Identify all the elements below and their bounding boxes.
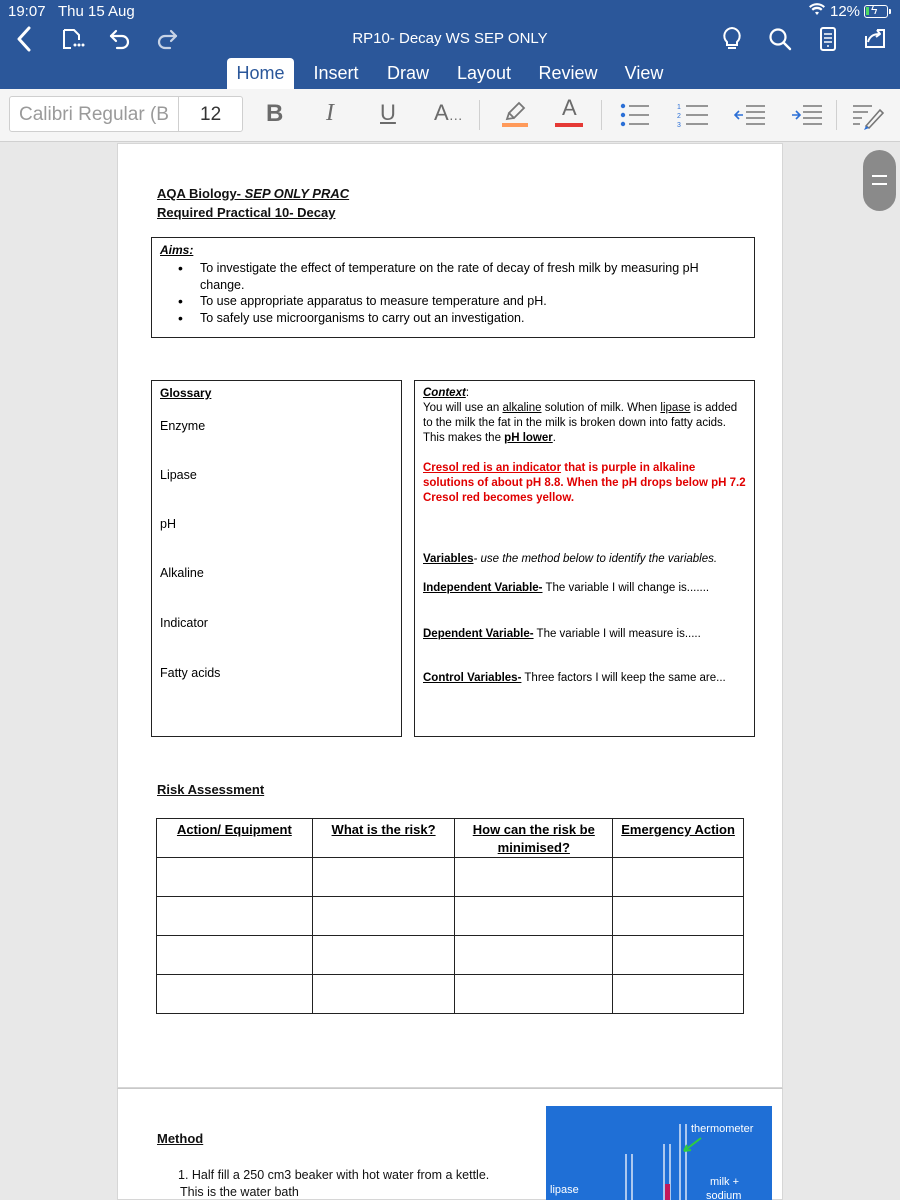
context-text: .	[552, 432, 556, 444]
indicator-title: Cresol red is an indicator	[423, 462, 562, 474]
table-cell[interactable]	[455, 936, 613, 975]
font-size[interactable]: 12	[200, 104, 222, 125]
table-header-row	[157, 819, 744, 858]
iv-label: Independent Variable-	[423, 582, 543, 594]
context-text: is added to the milk the fat in the milk is broken down into fatty acids. This makes the	[423, 402, 738, 444]
risk-assessment-heading: Risk Assessment	[157, 782, 265, 797]
scroll-handle[interactable]	[863, 150, 896, 211]
tab-draw[interactable]: Draw	[386, 63, 429, 83]
bullet-list-icon[interactable]	[620, 102, 650, 135]
increase-indent-icon[interactable]	[791, 102, 823, 135]
font-name[interactable]: Calibri Regular (B	[19, 104, 169, 125]
dv-text: The variable I will measure is.....	[533, 628, 701, 640]
ribbon-divider	[601, 100, 602, 130]
document-subheading: Required Practical 10- Decay	[157, 205, 336, 220]
table-header: Action/ Equipment	[157, 819, 313, 858]
context-colon: :	[465, 387, 470, 399]
cv-text: Three factors I will keep the same are...	[521, 672, 726, 684]
variables-label: Variables	[423, 553, 474, 565]
context-text: You will use an	[423, 402, 503, 414]
aims-list	[200, 260, 740, 326]
variables-heading	[423, 552, 748, 567]
tab-home[interactable]: Home	[227, 58, 294, 89]
table-cell[interactable]	[157, 897, 313, 936]
document-heading	[157, 186, 349, 201]
table-row	[157, 897, 744, 936]
tab-insert[interactable]: Insert	[313, 63, 359, 83]
variables-text: - use the method below to identify the variables.	[473, 553, 718, 565]
ribbon-tabs	[0, 58, 900, 89]
battery-percent: 12%	[830, 3, 861, 20]
context-lipase: lipase	[660, 402, 691, 414]
risk-table	[156, 818, 744, 1014]
table-cell[interactable]	[613, 897, 744, 936]
tab-review[interactable]: Review	[538, 63, 598, 83]
table-cell[interactable]	[613, 936, 744, 975]
numbered-list-icon[interactable]	[677, 102, 709, 135]
method-heading: Method	[157, 1131, 204, 1146]
search-icon[interactable]	[767, 26, 793, 52]
table-cell[interactable]	[455, 975, 613, 1014]
diagram-label: milk +	[710, 1176, 740, 1188]
table-row	[157, 858, 744, 897]
table-cell[interactable]	[613, 858, 744, 897]
indicator-text: that is purple in alkaline solutions of about pH 8.8. When the pH drops below pH 7.2 Cresol red becomes yellow.	[423, 462, 746, 504]
table-cell[interactable]	[613, 975, 744, 1014]
table-cell[interactable]	[312, 858, 455, 897]
svg-text:1: 1	[677, 104, 681, 111]
glossary-box	[151, 380, 402, 737]
glossary-term: pH	[160, 517, 176, 531]
table-header: How can the risk be minimised?	[455, 819, 613, 858]
bold-button[interactable]: B	[266, 100, 284, 127]
method-step	[178, 1167, 518, 1200]
table-cell[interactable]	[312, 936, 455, 975]
more-font-options-button[interactable]	[434, 100, 463, 126]
scroll-grip-line	[872, 183, 887, 185]
font-color-button[interactable]	[554, 97, 584, 136]
table-header: What is the risk?	[312, 819, 455, 858]
cv-label: Control Variables-	[423, 672, 522, 684]
ribbon-divider	[479, 100, 480, 130]
svg-text:3: 3	[677, 122, 681, 128]
glossary-term: Fatty acids	[160, 666, 221, 680]
table-cell[interactable]	[157, 858, 313, 897]
independent-variable	[423, 581, 748, 596]
control-variables	[423, 671, 748, 686]
font-color-glyph: A	[562, 95, 577, 120]
wifi-icon	[809, 3, 825, 21]
font-more-glyph: A	[434, 100, 449, 125]
dependent-variable	[423, 627, 748, 642]
font-picker[interactable]	[9, 96, 243, 132]
table-row	[157, 936, 744, 975]
italic-button[interactable]: I	[326, 100, 334, 126]
diagram-label: thermometer	[691, 1123, 754, 1135]
table-cell[interactable]	[312, 897, 455, 936]
aims-item: • To investigate the effect of temperature on the rate of decay of fresh milk by measuring pH change.	[200, 260, 740, 293]
scroll-grip-line	[872, 175, 887, 177]
format-painter-icon[interactable]	[852, 102, 886, 137]
table-header: Emergency Action	[613, 819, 744, 858]
context-paragraph	[423, 386, 748, 446]
ellipsis-icon: …	[448, 107, 463, 123]
context-alkaline: alkaline	[502, 402, 542, 414]
status-bar	[0, 0, 900, 24]
aims-box	[151, 237, 755, 338]
dv-label: Dependent Variable-	[423, 628, 534, 640]
diagram-label: lipase	[550, 1184, 579, 1196]
glossary-label: Glossary	[160, 386, 212, 400]
iv-text: The variable I will change is.......	[542, 582, 710, 594]
decrease-indent-icon[interactable]	[734, 102, 766, 135]
document-title: RP10- Decay WS SEP ONLY	[352, 30, 548, 47]
table-cell[interactable]	[455, 858, 613, 897]
heading-emphasis: SEP ONLY PRAC	[244, 186, 350, 201]
glossary-term: Enzyme	[160, 419, 206, 433]
aims-item: • To use appropriate apparatus to measure temperature and pH.	[200, 293, 740, 310]
table-cell[interactable]	[312, 975, 455, 1014]
aims-item: • To safely use microorganisms to carry out an investigation.	[200, 310, 740, 327]
formatting-ribbon	[0, 89, 900, 142]
reading-mode-icon[interactable]	[816, 26, 840, 52]
ribbon-divider	[836, 100, 837, 130]
glossary-term: Indicator	[160, 616, 208, 630]
table-row	[157, 975, 744, 1014]
status-date: Thu 15 Aug	[58, 3, 135, 20]
heading-prefix: AQA Biology-	[157, 186, 245, 201]
aims-label: Aims:	[160, 243, 194, 257]
share-icon[interactable]	[862, 26, 888, 50]
app-header	[0, 0, 900, 89]
glossary-term: Lipase	[160, 468, 197, 482]
table-cell[interactable]	[157, 936, 313, 975]
svg-text:2: 2	[677, 113, 681, 120]
diagram-label: sodium	[706, 1190, 742, 1200]
indicator-paragraph	[423, 461, 748, 506]
table-cell[interactable]	[455, 897, 613, 936]
apparatus-diagram	[546, 1106, 772, 1200]
table-cell[interactable]	[157, 975, 313, 1014]
glossary-term: Alkaline	[160, 566, 204, 580]
tab-view[interactable]: View	[624, 63, 664, 83]
lightbulb-icon[interactable]	[720, 26, 744, 52]
highlighter-icon[interactable]	[500, 97, 530, 136]
context-label: Context	[423, 387, 466, 399]
tab-layout[interactable]: Layout	[456, 63, 512, 83]
method-step-text: 1. Half fill a 250 cm3 beaker with hot water from a kettle.	[178, 1168, 490, 1182]
battery-icon: ϟ	[864, 5, 888, 18]
font-divider	[178, 97, 179, 131]
context-box	[414, 380, 755, 737]
status-time: 19:07	[8, 3, 46, 20]
method-step-text: This is the water bath	[180, 1184, 299, 1199]
context-text: solution of milk. When	[541, 402, 661, 414]
context-ph-lower: pH lower	[504, 432, 553, 444]
underline-button[interactable]: U	[380, 100, 396, 125]
